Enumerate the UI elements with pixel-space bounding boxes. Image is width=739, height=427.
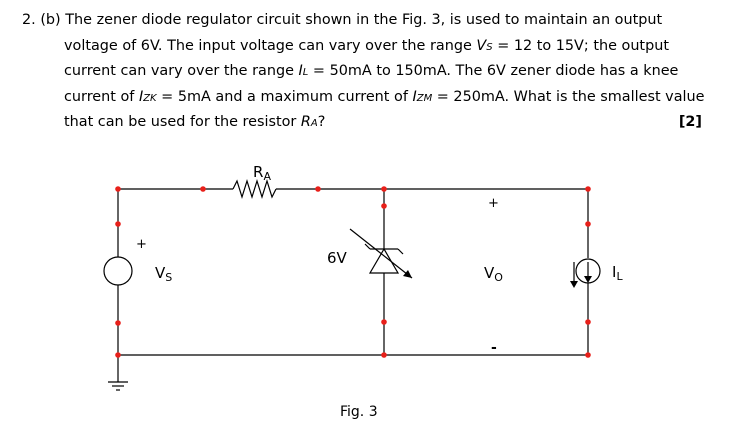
q-line4a: current of: [64, 88, 139, 105]
node-dot: [585, 319, 591, 325]
q-line4c: = 250mA. What is the smallest value: [432, 88, 705, 105]
node-dot: [585, 186, 591, 192]
node-dot: [315, 186, 321, 192]
question-line1-text: The zener diode regulator circuit shown in the Fig. 3, is used to maintain an output: [65, 12, 663, 28]
output-label: $V_O$: [484, 264, 503, 284]
node-dot: [200, 186, 206, 192]
source-label: $V_S$: [155, 264, 173, 284]
node-dot: [585, 221, 591, 227]
il-arrowhead: [570, 281, 578, 288]
figure-caption: Fig. 3: [340, 404, 378, 420]
node-dot: [115, 186, 121, 192]
ra-var: RA: [300, 114, 318, 130]
question-number: 2.: [22, 12, 36, 28]
node-dot: [585, 352, 591, 358]
izm-var: IZM: [412, 88, 433, 105]
il-var: IL: [298, 63, 309, 79]
q-line2-rest: = 12 to 15V; the output: [492, 37, 669, 54]
zener-triangle: [370, 249, 398, 273]
izk-var: IZK: [138, 88, 157, 105]
voltage-source: [104, 257, 132, 285]
output-plus: +: [488, 196, 499, 211]
node-dot: [381, 352, 387, 358]
node-dot: [381, 186, 387, 192]
question-part: (b): [40, 12, 61, 28]
load-label: $I_L$: [612, 263, 623, 283]
resistor-label: $R_A$: [253, 163, 271, 183]
marks: [2]: [678, 114, 702, 130]
node-dots: [115, 186, 591, 358]
q-line2-text: voltage of 6V. The input voltage can vary over the range: [64, 37, 477, 54]
q-line3b: = 50mA to 150mA. The 6V zener diode has a knee: [308, 63, 679, 79]
q-line5b: ?: [317, 114, 326, 130]
node-dot: [115, 221, 121, 227]
source-plus: +: [136, 237, 147, 252]
zener-bend-right: [398, 249, 403, 254]
zener-label: 6V: [327, 249, 347, 267]
node-dot: [381, 319, 387, 325]
resistor-ra: [233, 181, 276, 197]
circuit-wires: [104, 181, 600, 390]
current-source-arrowhead: [584, 276, 592, 283]
output-minus: -: [491, 340, 497, 356]
vs-var: VS: [476, 37, 493, 54]
q-line4b: = 5mA and a maximum current of: [156, 88, 413, 105]
node-dot: [381, 203, 387, 209]
node-dot: [115, 352, 121, 358]
node-dot: [115, 320, 121, 326]
q-line5a: that can be used for the resistor: [64, 114, 301, 130]
q-line3a: current can vary over the range: [64, 63, 299, 79]
